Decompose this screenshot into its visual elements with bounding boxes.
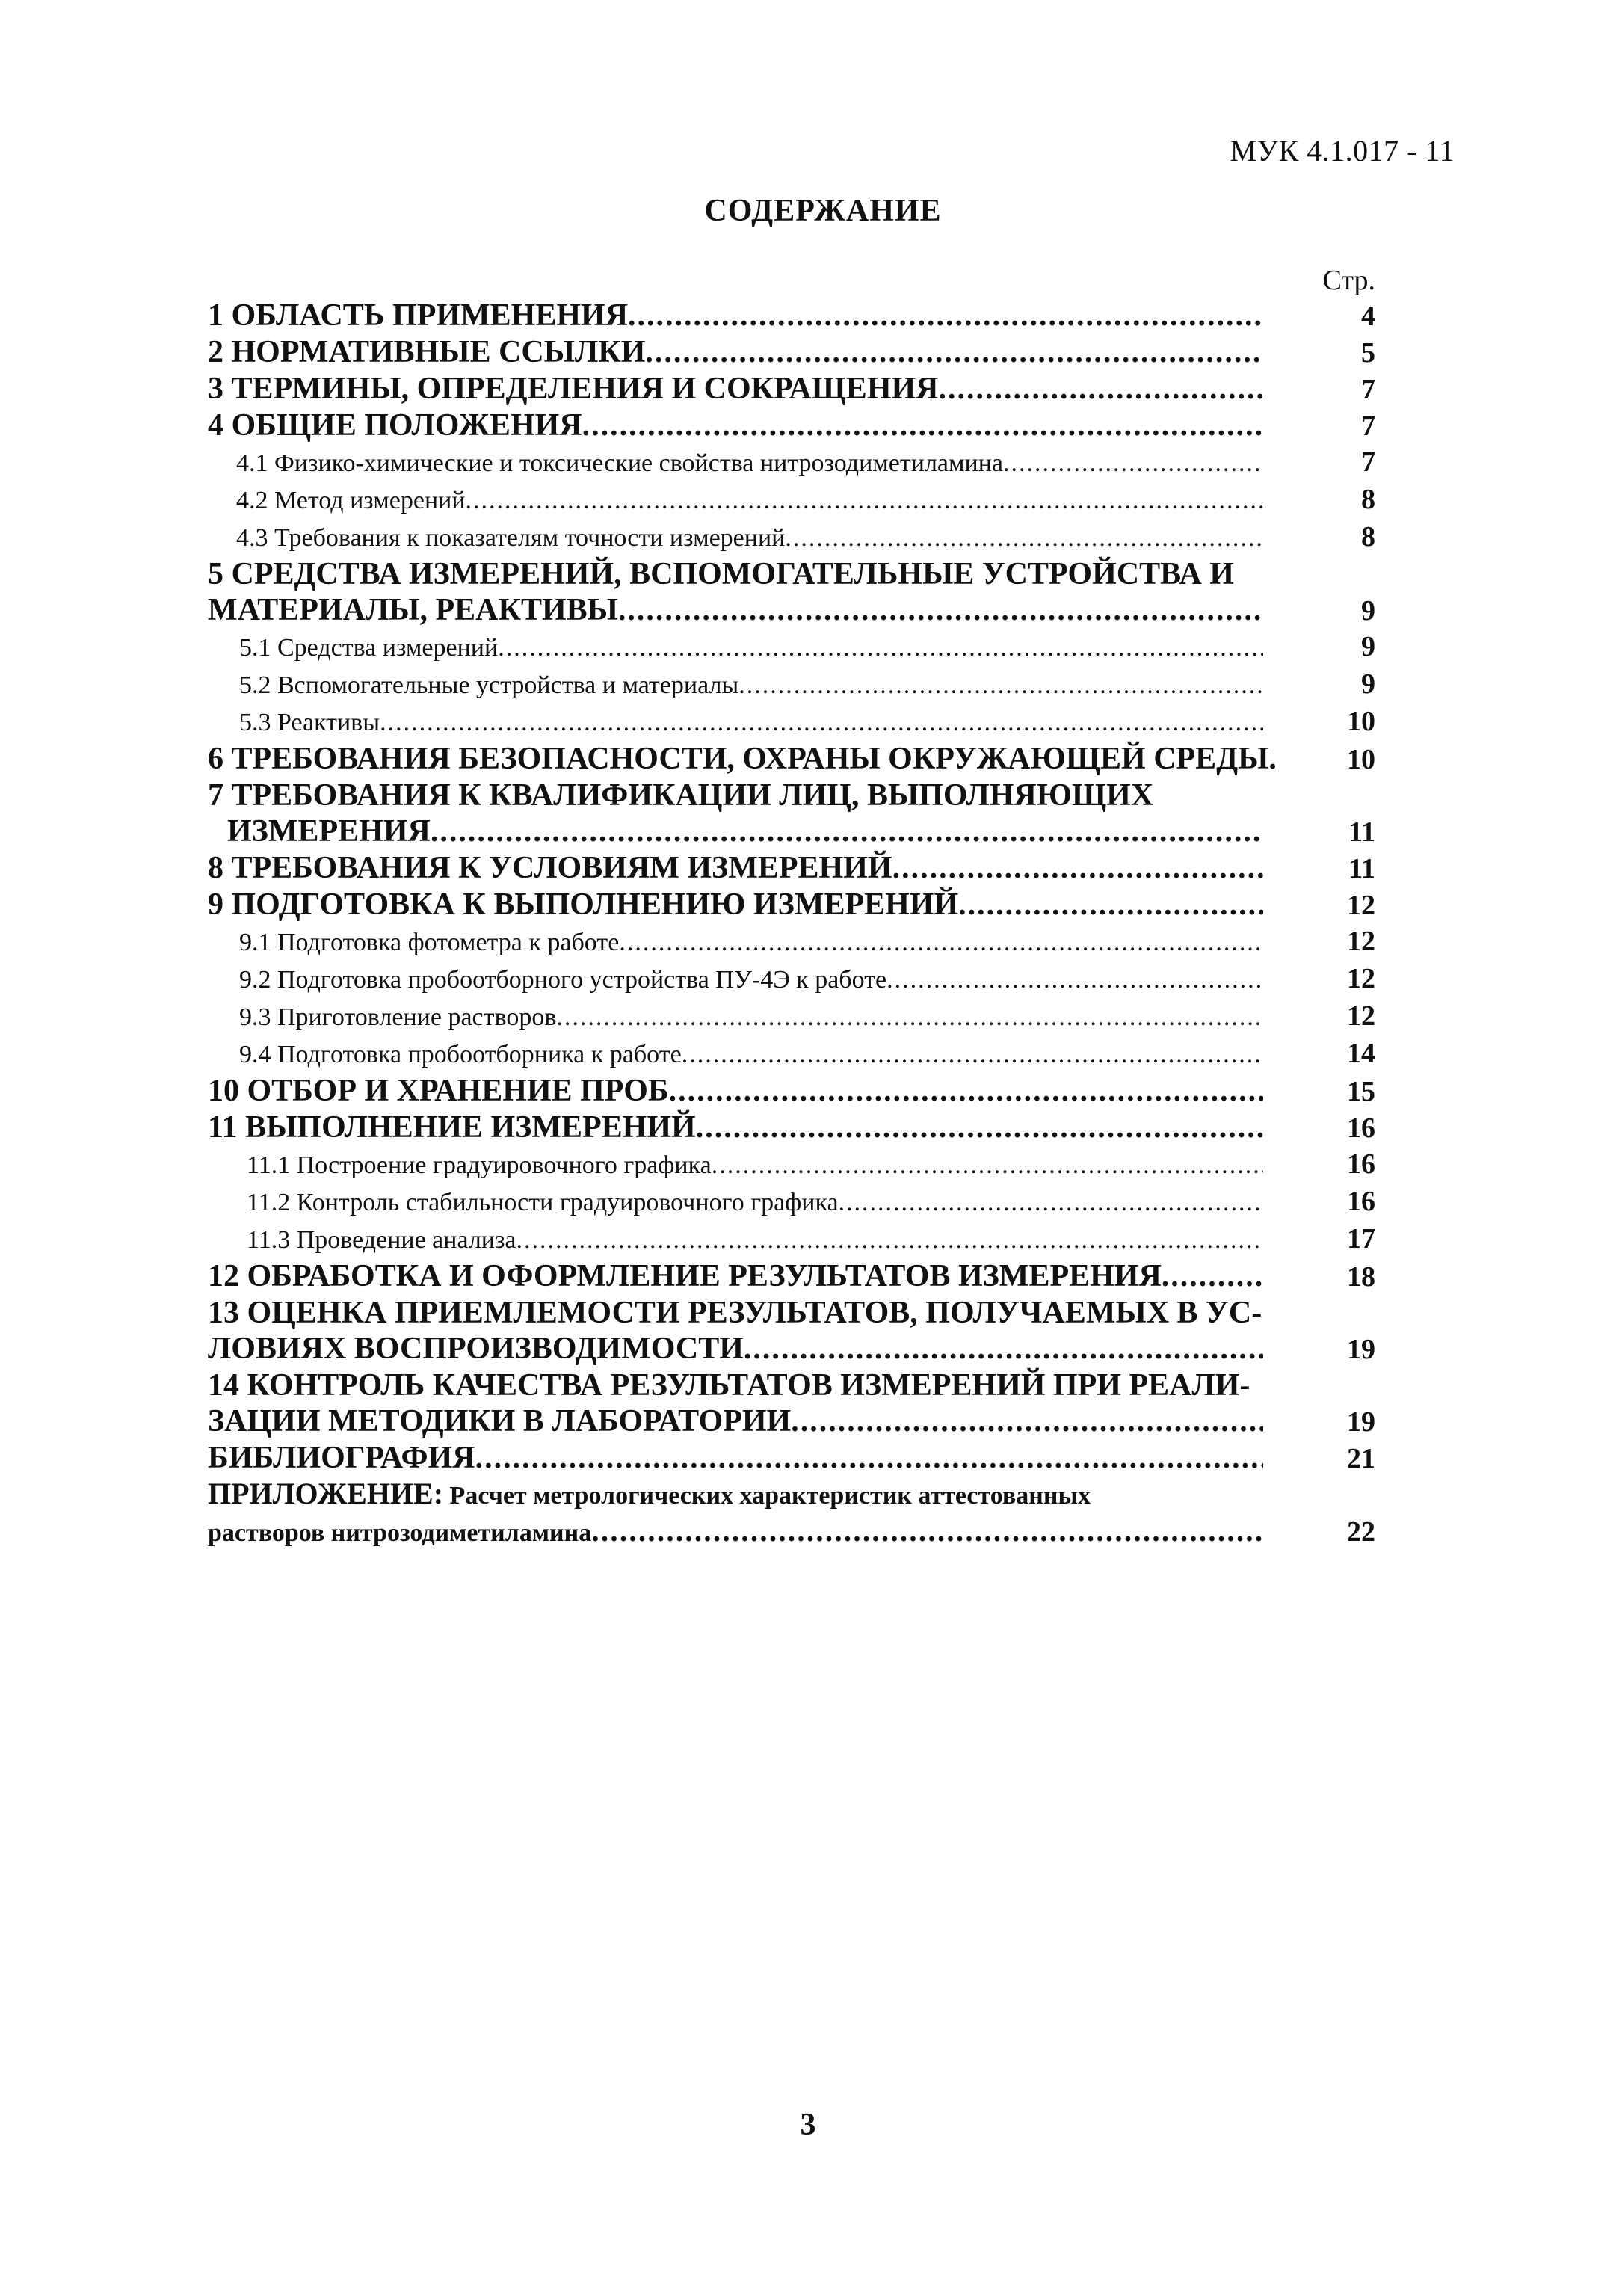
leader-dots [785,520,1263,556]
toc-entry-page: 12 [1347,1000,1375,1032]
toc-entry-page: 8 [1361,521,1375,553]
toc-entry-label: 12 ОБРАБОТКА И ОФОРМЛЕНИЕ РЕЗУЛЬТАТОВ ИЗМЕРЕНИЯ [208,1259,1162,1293]
toc-entry-page: 16 [1347,1112,1375,1144]
toc-entry-label: 9.1 Подготовка фотометра к работе [239,929,620,956]
toc-entry-page: 8 [1361,484,1375,515]
toc-entry-label: 5.2 Вспомогательные устройства и материалы [239,671,739,699]
toc-entry-label: МАТЕРИАЛЫ, РЕАКТИВЫ [208,593,618,627]
toc-entry-label: ЗАЦИИ МЕТОДИКИ В ЛАБОРАТОРИИ [208,1404,792,1438]
leader-dots [1162,1258,1263,1294]
leader-dots [498,630,1263,666]
toc-entry-page: 12 [1347,963,1375,994]
toc-entry-page: 4 [1361,301,1375,332]
leader-dots [696,1109,1263,1145]
toc-entry-label: 9.4 Подготовка пробоотборника к работе [239,1041,682,1068]
toc-entry-14-line1[interactable]: 14 КОНТРОЛЬ КАЧЕСТВА РЕЗУЛЬТАТОВ ИЗМЕРЕНИЙ ПРИ РЕАЛИ- [208,1368,1250,1403]
leader-dots [886,962,1263,998]
toc-entry-label: 11.1 Построение градуировочного графика [247,1151,712,1179]
toc-entry-7[interactable] [208,813,1386,850]
toc-entry-11[interactable] [208,1109,1386,1146]
toc-entry-page: 18 [1347,1261,1375,1293]
toc-entry-label: 1 ОБЛАСТЬ ПРИМЕНЕНИЯ [208,298,629,333]
leader-dots [744,1331,1263,1367]
toc-entry-appendix[interactable] [208,1513,1386,1551]
toc-entry-label: 9 ПОДГОТОВКА К ВЫПОЛНЕНИЮ ИЗМЕРЕНИЙ [208,887,959,922]
toc-entry-label: 5.3 Реактивы [239,709,380,736]
toc-entry-page: 16 [1347,1186,1375,1217]
toc-entry-page: 16 [1347,1148,1375,1180]
toc-entry-11-1[interactable] [208,1146,1386,1184]
toc-entry-page: 10 [1347,706,1375,737]
toc-entry-4[interactable] [208,407,1386,444]
toc-entry-page: 22 [1347,1516,1375,1548]
toc-entry-13[interactable] [208,1331,1386,1367]
toc-entry-11-3[interactable] [208,1221,1386,1258]
leader-dots [839,1185,1263,1221]
toc-entry-page: 11 [1348,816,1375,848]
leader-dots [516,1222,1263,1258]
toc-entry-5-2[interactable] [208,666,1386,704]
toc-entry-page: 9 [1361,668,1375,700]
table-of-contents [208,263,1386,1551]
toc-entry-3[interactable] [208,371,1386,407]
toc-entry-label: БИБЛИОГРАФИЯ [208,1441,475,1475]
appendix-title-part1: Расчет метрологических характеристик аттестованных [443,1482,1091,1509]
toc-entry-label: ЛОВИЯХ ВОСПРОИЗВОДИМОСТИ [208,1332,744,1366]
leader-dots [619,925,1263,961]
toc-entry-label: 2 НОРМАТИВНЫЕ ССЫЛКИ [208,335,646,369]
toc-entry-13-line1[interactable]: 13 ОЦЕНКА ПРИЕМЛЕМОСТИ РЕЗУЛЬТАТОВ, ПОЛУЧАЕМЫХ В УС- [208,1296,1262,1330]
leader-dots [582,407,1263,443]
toc-entry-10[interactable] [208,1073,1386,1109]
leader-dots [628,298,1263,333]
toc-entry-page: 21 [1347,1443,1375,1474]
leader-dots [591,1513,1263,1549]
toc-entry-page: 7 [1361,446,1375,478]
toc-entry-9-4[interactable] [208,1035,1386,1073]
toc-entry-11-2[interactable] [208,1184,1386,1221]
toc-entry-label: 4.2 Метод измерений [236,487,466,514]
toc-entry-9-2[interactable] [208,961,1386,998]
toc-entry-label: 11 ВЫПОЛНЕНИЕ ИЗМЕРЕНИЙ [208,1110,696,1145]
toc-entry-5-3[interactable] [208,704,1386,741]
document-code: МУК 4.1.017 - 11 [1230,134,1455,167]
toc-entry-appendix-line1[interactable] [208,1477,1386,1513]
toc-entry-page: 19 [1347,1406,1375,1438]
toc-entry-label: 9.3 Приготовление растворов [239,1003,557,1031]
toc-entry-9-1[interactable] [208,923,1386,961]
leader-dots [791,1403,1263,1439]
toc-entry-label: 6 ТРЕБОВАНИЯ БЕЗОПАСНОСТИ, ОХРАНЫ ОКРУЖАЮЩЕЙ СРЕДЫ. [208,742,1277,776]
leader-dots [1003,446,1263,481]
leader-dots [669,1073,1263,1109]
toc-entry-page: 12 [1347,926,1375,957]
toc-entry-6[interactable] [208,741,1386,778]
toc-entry-label: 4 ОБЩИЕ ПОЛОЖЕНИЯ [208,408,582,443]
toc-entry-5-1[interactable] [208,629,1386,666]
toc-entry-4-1[interactable] [208,444,1386,481]
toc-entry-label: 5.1 Средства измерений [239,634,499,662]
leader-dots [712,1148,1263,1184]
toc-entry-14[interactable] [208,1403,1386,1440]
page-column-header: Стр. [1322,265,1375,296]
page-title: СОДЕРЖАНИЕ [704,194,942,228]
toc-entry-page: 10 [1347,744,1375,775]
leader-dots [738,668,1263,704]
toc-entry-8[interactable] [208,850,1386,887]
toc-entry-page: 9 [1361,595,1375,627]
leader-dots [938,371,1263,407]
toc-entry-page: 9 [1361,631,1375,662]
toc-entry-label: 11.3 Проведение анализа [247,1226,516,1254]
toc-entry-label: 4.1 Физико-химические и токсические свойства нитрозодиметиламина [236,449,1004,477]
toc-entry-1[interactable] [208,298,1386,334]
page-number: 3 [800,2108,816,2142]
toc-entry-page: 11 [1348,853,1375,884]
toc-entry-2[interactable] [208,334,1386,371]
toc-entry-label: 4.3 Требования к показателям точности измерений [236,524,786,552]
toc-entry-label: ИЗМЕРЕНИЯ [227,814,431,849]
toc-entry-label: 8 ТРЕБОВАНИЯ К УСЛОВИЯМ ИЗМЕРЕНИЙ [208,851,892,885]
toc-entry-label: 11.2 Контроль стабильности градуировочного графика [247,1189,839,1216]
toc-entry-page: 17 [1347,1223,1375,1255]
appendix-prefix: ПРИЛОЖЕНИЕ: [208,1477,444,1510]
leader-dots [682,1037,1263,1073]
leader-dots [475,1440,1263,1476]
toc-entry-page: 5 [1361,337,1375,369]
toc-entry-bibliography[interactable] [208,1440,1386,1477]
toc-entry-label: 10 ОТБОР И ХРАНЕНИЕ ПРОБ [208,1074,669,1108]
toc-entry-label: 9.2 Подготовка пробоотборного устройства ПУ-4Э к работе [239,966,887,994]
leader-dots [556,1000,1263,1035]
toc-entry-5-line1[interactable]: 5 СРЕДСТВА ИЗМЕРЕНИЙ, ВСПОМОГАТЕЛЬНЫЕ УСТРОЙСТВА И [208,557,1234,591]
leader-dots [466,483,1263,519]
toc-entry-page: 7 [1361,410,1375,442]
leader-dots [645,334,1263,370]
toc-entry-4-2[interactable] [208,481,1386,519]
toc-entry-7-line1[interactable]: 7 ТРЕБОВАНИЯ К КВАЛИФИКАЦИИ ЛИЦ, ВЫПОЛНЯЮЩИХ [208,778,1154,813]
toc-entry-page: 14 [1347,1038,1375,1069]
toc-entry-5[interactable] [208,592,1386,629]
toc-entry-9-3[interactable] [208,998,1386,1035]
toc-entry-page: 7 [1361,374,1375,405]
leader-dots [431,813,1263,849]
toc-entry-page: 15 [1347,1076,1375,1107]
toc-entry-page: 12 [1347,890,1375,921]
toc-entry-12[interactable] [208,1258,1386,1295]
toc-entry-9[interactable] [208,887,1386,923]
toc-entry-4-3[interactable] [208,519,1386,556]
toc-entry-page: 19 [1347,1334,1375,1365]
leader-dots [958,887,1263,923]
toc-entry-label: 3 ТЕРМИНЫ, ОПРЕДЕЛЕНИЯ И СОКРАЩЕНИЯ [208,372,939,406]
toc-entry-label: растворов нитрозодиметиламина [208,1519,592,1547]
leader-dots [380,705,1263,741]
leader-dots [618,592,1263,628]
leader-dots [892,850,1263,886]
